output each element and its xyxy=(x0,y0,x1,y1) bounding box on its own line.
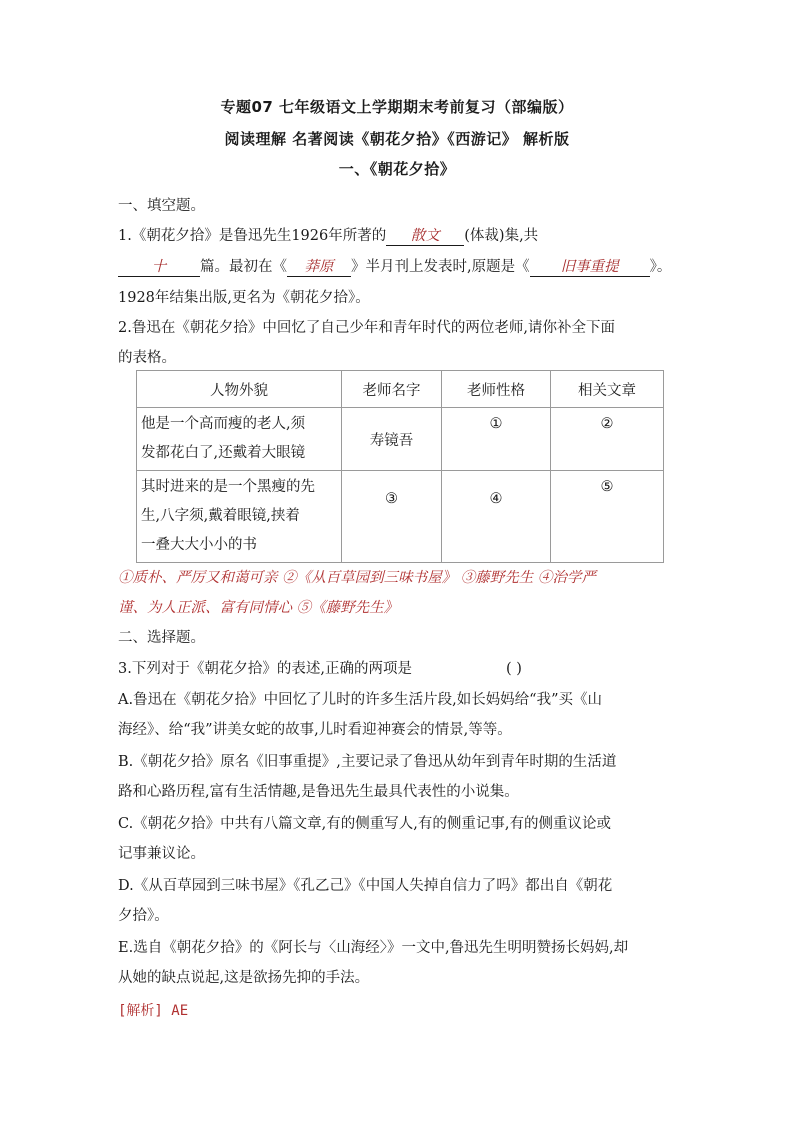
option-c-line-2: 记事兼议论。 xyxy=(118,846,205,862)
question-1-line-1 xyxy=(118,224,538,246)
cell-text: 他是一个高而瘦的老人,须 xyxy=(141,416,306,432)
option-e-line-1: E.选自《朝花夕拾》的《阿长与〈山海经〉》一文中,鲁迅先生明明赞扬长妈妈,却 xyxy=(118,940,629,956)
option-b-line-2: 路和心路历程,富有生活情趣,是鲁迅先生最具代表性的小说集。 xyxy=(118,784,519,800)
option-a-line-2: 海经》、给“我”讲美女蛇的故事,儿时看迎神赛会的情景,等等。 xyxy=(118,722,512,738)
question-1-line-3: 1928年结集出版,更名为《朝花夕拾》。 xyxy=(118,290,370,306)
answer-blank-original-title xyxy=(530,255,650,277)
answer-blank-journal xyxy=(287,255,351,277)
answer-genre: 散文 xyxy=(410,228,440,244)
table-cell-appearance xyxy=(137,471,342,563)
table-header-article: 相关文章 xyxy=(551,371,664,408)
q1-text-c: 篇。最初在《 xyxy=(200,259,287,275)
teachers-table xyxy=(136,370,664,563)
answer-count: 十 xyxy=(151,259,167,275)
option-a-line-1: A.鲁迅在《朝花夕拾》中回忆了儿时的许多生活片段,如长妈妈给“我”买《山 xyxy=(118,692,603,708)
q1-text-d: 》半月刊上发表时,原题是《 xyxy=(351,259,530,275)
table-header-name: 老师名字 xyxy=(342,371,442,408)
table-cell-name: 寿镜吾 xyxy=(342,408,442,471)
q1-text-e: 》。 xyxy=(649,259,672,275)
question-2-line-2: 的表格。 xyxy=(118,350,176,366)
q3-text: 3.下列对于《朝花夕拾》的表述,正确的两项是 xyxy=(118,661,412,677)
doc-title: 专题07 七年级语文上学期期末考前复习（部编版） xyxy=(220,98,574,116)
q1-text-b: (体裁)集,共 xyxy=(464,228,539,244)
option-e-line-2: 从她的缺点说起,这是欲扬先抑的手法。 xyxy=(118,970,370,986)
option-d-line-2: 夕拾》。 xyxy=(118,908,169,924)
cell-text: 生,八字须,戴着眼镜,挟着 xyxy=(141,508,300,524)
table-header-row xyxy=(137,371,664,408)
q2-answer-line-2: 谨、为人正派、富有同情心 ⑤《藤野先生》 xyxy=(118,600,399,616)
cell-text: 其时进来的是一个黑瘦的先 xyxy=(141,479,315,495)
option-b-line-1: B.《朝花夕拾》原名《旧事重提》,主要记录了鲁迅从幼年到青年时期的生活道 xyxy=(118,754,617,770)
answer-journal: 莽原 xyxy=(304,259,334,275)
table-header-character: 老师性格 xyxy=(442,371,551,408)
cell-text: 一叠大大小小的书 xyxy=(141,537,257,553)
table-cell-name: ③ xyxy=(342,471,442,563)
option-d-line-1: D.《从百草园到三味书屋》《孔乙己》《中国人失掉自信力了吗》都出自《朝花 xyxy=(118,878,613,894)
section-title: 一、《朝花夕拾》 xyxy=(338,160,456,178)
cell-text: 发都花白了,还戴着大眼镜 xyxy=(141,445,306,461)
table-cell-article: ② xyxy=(551,408,664,471)
table-header-appearance: 人物外貌 xyxy=(137,371,342,408)
table-cell-appearance xyxy=(137,408,342,471)
q2-answer-line-1: ①质朴、严厉又和蔼可亲 ②《从百草园到三味书屋》 ③藤野先生 ④治学严 xyxy=(118,570,596,586)
question-1-line-2 xyxy=(118,255,671,277)
fill-in-heading: 一、填空题。 xyxy=(118,198,205,214)
question-2-line-1: 2.鲁迅在《朝花夕拾》中回忆了自己少年和青年时代的两位老师,请你补全下面 xyxy=(118,320,615,336)
answer-parse: [解析] AE xyxy=(118,1003,189,1019)
choice-heading: 二、选择题。 xyxy=(118,630,205,646)
answer-bracket: ( ) xyxy=(505,661,522,677)
question-3-stem xyxy=(118,657,522,678)
table-cell-character: ④ xyxy=(442,471,551,563)
table-row xyxy=(137,471,664,563)
option-c-line-1: C.《朝花夕拾》中共有八篇文章,有的侧重写人,有的侧重记事,有的侧重议论或 xyxy=(118,816,612,832)
answer-blank-genre xyxy=(386,224,464,246)
answer-original-title: 旧事重提 xyxy=(560,259,619,275)
table-cell-article: ⑤ xyxy=(551,471,664,563)
table-cell-character: ① xyxy=(442,408,551,471)
q1-text-a: 1.《朝花夕拾》是鲁迅先生1926年所著的 xyxy=(118,228,387,244)
answer-blank-count xyxy=(118,255,200,277)
doc-subtitle: 阅读理解 名著阅读《朝花夕拾》《西游记》 解析版 xyxy=(224,130,570,148)
table-row xyxy=(137,408,664,471)
